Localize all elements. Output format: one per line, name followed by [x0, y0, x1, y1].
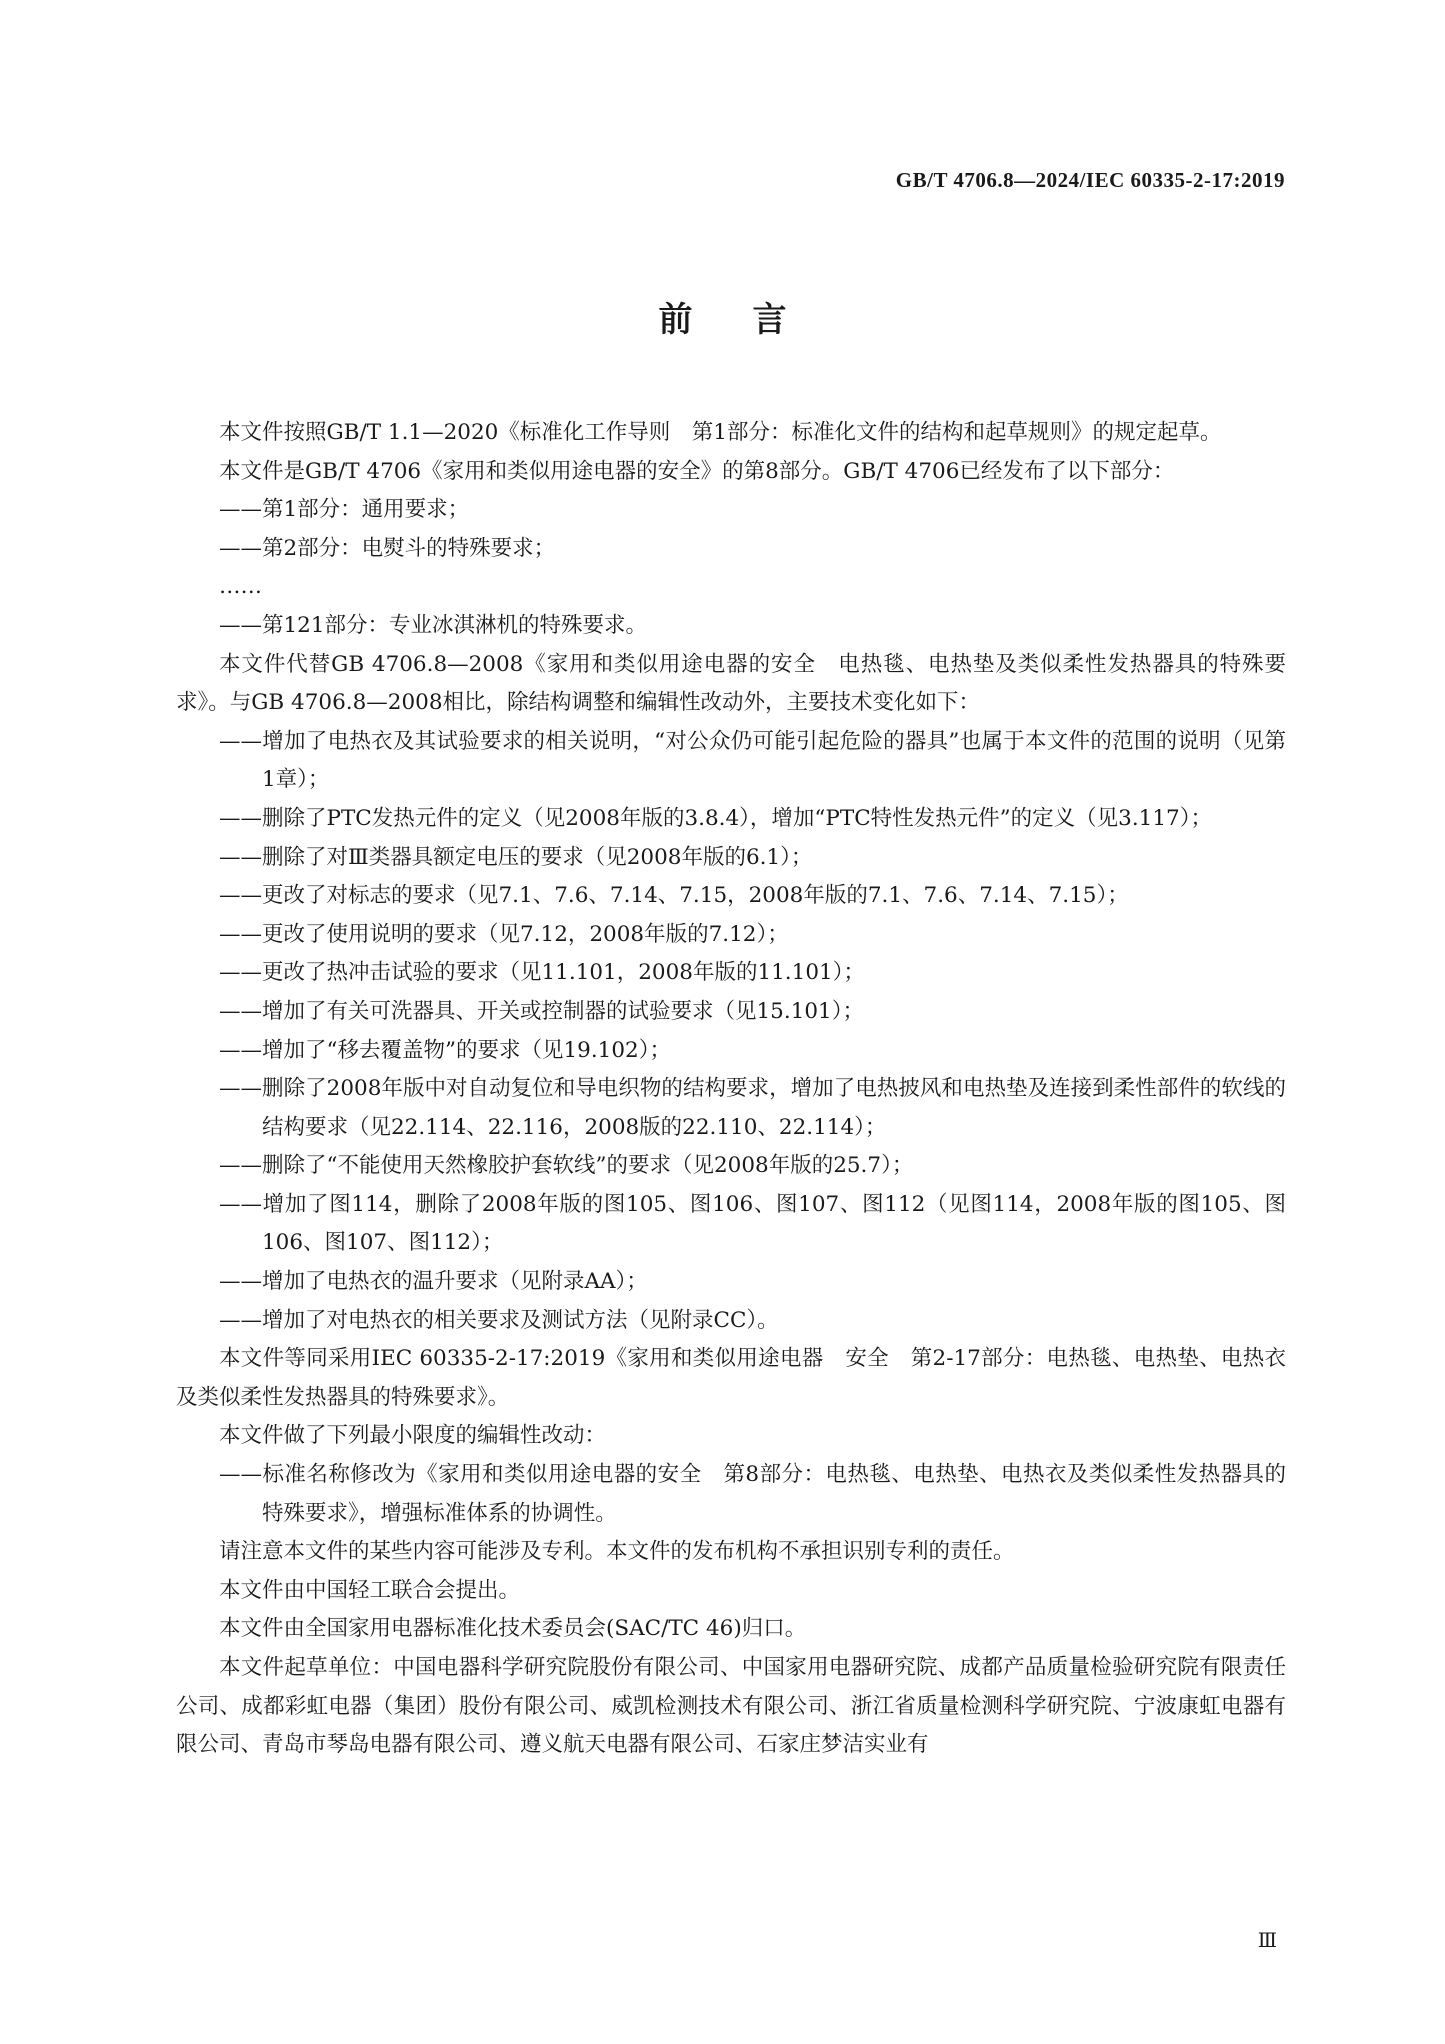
standard-number-header: GB/T 4706.8—2024/IEC 60335-2-17:2019: [895, 168, 1285, 192]
list-item-change: ——删除了对Ⅲ类器具额定电压的要求（见2008年版的6.1）；: [219, 844, 813, 870]
paragraph-drafting-basis: 本文件按照GB/T 1.1—2020《标准化工作导则 第1部分：标准化文件的结构和起草规则》的规定起草。: [219, 420, 1222, 445]
list-item-ellipsis: ……: [219, 574, 262, 600]
list-item-part: ——第2部分：电熨斗的特殊要求；: [219, 535, 556, 561]
list-item-change: ——增加了对电热衣的相关要求及测试方法（见附录CC）。: [219, 1307, 779, 1333]
list-item-part: ——第121部分：专业冰淇淋机的特殊要求。: [219, 612, 648, 638]
paragraph-editorial-changes: 本文件做了下列最小限度的编辑性改动：: [219, 1423, 607, 1449]
list-item-change: ——更改了使用说明的要求（见7.12，2008年版的7.12）；: [219, 921, 789, 947]
list-item-change: ——增加了图114，删除了2008年版的图105、图106、图107、图112（见图114，2008年版的图105、图106、图107、图112）；: [219, 1191, 1286, 1256]
list-item-change: ——删除了“不能使用天然橡胶护套软线”的要求（见2008年版的25.7）；: [219, 1153, 914, 1179]
list-item-change: ——更改了热冲击试验的要求（见11.101，2008年版的11.101）；: [219, 960, 865, 986]
list-item-change: ——增加了电热衣及其试验要求的相关说明，“对公众仍可能引起危险的器具”也属于本文件的范围的说明（见第1章）；: [219, 728, 1286, 793]
paragraph-patent-notice: 请注意本文件的某些内容可能涉及专利。本文件的发布机构不承担识别专利的责任。: [219, 1539, 1015, 1565]
paragraph-drafting-units: 本文件起草单位：中国电器科学研究院股份有限公司、中国家用电器研究院、成都产品质量检验研究院有限责任公司、成都彩虹电器（集团）股份有限公司、威凯检测技术有限公司、浙江省质量检测科学研究院、宁波康虹电器有限公司、青岛市琴岛电器有限公司、遵义航天电器有限公司、石家庄梦洁实业有: [176, 1655, 1286, 1758]
page-title: 前言: [658, 300, 847, 340]
foreword-body: [176, 414, 1286, 1765]
list-item-change: ——删除了2008年版中对自动复位和导电织物的结构要求，增加了电热披风和电热垫及连接到柔性部件的软线的结构要求（见22.114、22.116，2008版的22.110、22.114）；: [219, 1076, 1286, 1140]
paragraph-iec-adoption: 本文件等同采用IEC 60335-2-17:2019《家用和类似用途电器 安全 第2-17部分：电热毯、电热垫、电热衣及类似柔性发热器具的特殊要求》。: [176, 1346, 1286, 1410]
paragraph-technical-committee: 本文件由全国家用电器标准化技术委员会(SAC/TC 46)归口。: [219, 1616, 807, 1642]
list-item-change: ——增加了有关可洗器具、开关或控制器的试验要求（见15.101）；: [219, 998, 864, 1024]
paragraph-series-info: 本文件是GB/T 4706《家用和类似用途电器的安全》的第8部分。GB/T 4706已经发布了以下部分：: [219, 458, 1175, 484]
list-item-change: ——增加了电热衣的温升要求（见附录AA）；: [219, 1269, 648, 1295]
list-item-change: ——增加了“移去覆盖物”的要求（见19.102）；: [219, 1037, 671, 1063]
list-item-change: ——更改了对标志的要求（见7.1、7.6、7.14、7.15，2008年版的7.1、7.6、7.14、7.15）；: [219, 883, 1129, 909]
list-item-part: ——第1部分：通用要求；: [219, 497, 470, 523]
page-number: Ⅲ: [1257, 1928, 1277, 1952]
paragraph-proposer: 本文件由中国轻工联合会提出。: [219, 1577, 521, 1603]
paragraph-replacement: 本文件代替GB 4706.8—2008《家用和类似用途电器的安全 电热毯、电热垫及类似柔性发热器具的特殊要求》。与GB 4706.8—2008相比，除结构调整和编辑性改动外，主要技术变化如下：: [176, 651, 1286, 716]
list-item-edit: ——标准名称修改为《家用和类似用途电器的安全 第8部分：电热毯、电热垫、电热衣及类似柔性发热器具的特殊要求》，增强标准体系的协调性。: [219, 1462, 1286, 1526]
list-item-change: ——删除了PTC发热元件的定义（见2008年版的3.8.4），增加“PTC特性发热元件”的定义（见3.117）；: [219, 805, 1212, 831]
